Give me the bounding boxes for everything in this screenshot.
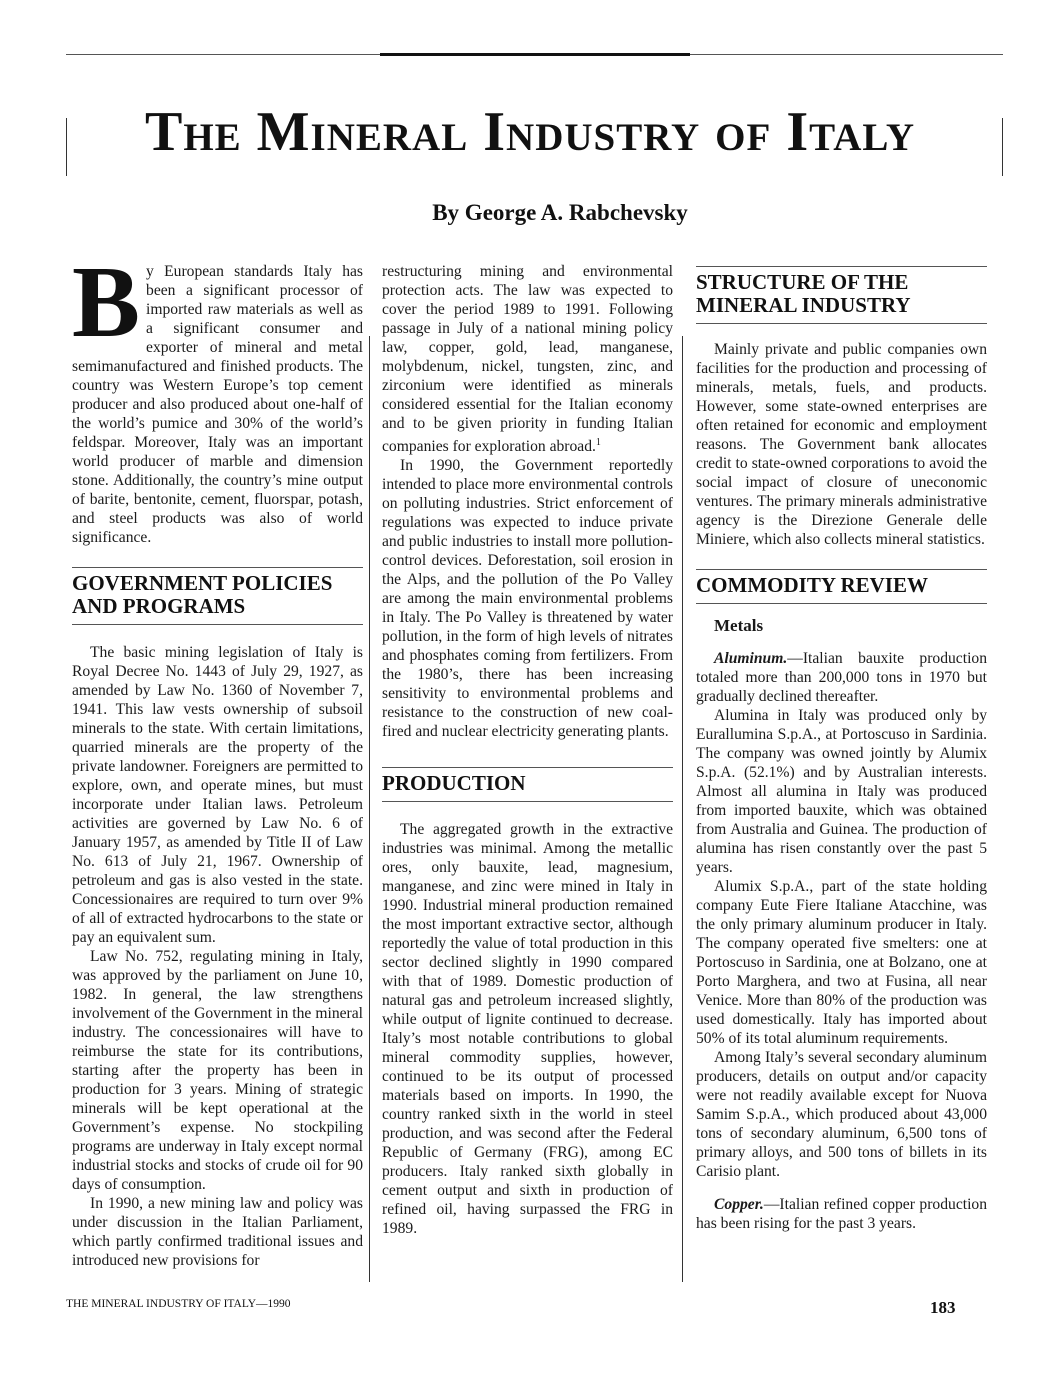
section-heading: PRODUCTION: [382, 771, 526, 796]
paragraph: The basic mining legislation of Italy is Royal Decree No. 1443 of July 29, 1927, as amended by Law No. 1360 of November 7, 1941. This law vests ownership of subsoil minerals to the state. With certain limitations, quarried minerals are the property of the private landowner. Foreigners are permitted to explore, own, and operate mines, but must incorporate under Italian laws. Petroleum activities are governed by Law No. 6 of January 1957, as amended by Title II of Law No. 613 of July 21, 1967. Ownership of petroleum and gas is also vested in the state. Concessionaires are required to turn over 9% of all of extracted hydrocarbons to the state or pay an equivalent sum.: [72, 644, 363, 946]
drop-cap: B: [72, 246, 141, 359]
paragraph: restructuring mining and environmental protection acts. The law was expected to cover the period 1989 to 1991. Following passage in July of a national mining policy law, copper, gold, lead, manganese, molybdenum, nickel, tungsten, zinc, and zirconium were identified as minerals considered essential for the Italian economy and to be given priority in funding Italian companies for exploration abroad.$^1$: [382, 263, 673, 456]
section-heading: STRUCTURE OF THE MINERAL INDUSTRY: [696, 270, 911, 317]
author-byline: By George A. Rabchevsky: [432, 200, 688, 225]
right-frame-line: [1002, 118, 1003, 176]
page-title: The Mineral Industry of Italy: [144, 101, 916, 163]
intro-paragraph: By European standards Italy has been a significant processor of imported raw materials as well as a significant consumer and exporter of mineral and metal semimanufactured and finished products. The country was Western Europe’s top cement producer and also produced about one-half of the world’s pumice and 30% of the world’s feldspar. Moreover, Italy was an important world producer of marble and dimension stone. Additionally, the country’s mine output of barite, bentonite, cement, fluorspar, potash, and steel products was also of world significance.: [72, 246, 363, 546]
column-2: [382, 262, 673, 1238]
running-footer: THE MINERAL INDUSTRY OF ITALY—1990: [66, 1298, 291, 1310]
column-divider-1: [369, 336, 370, 1282]
paragraph: In 1990, a new mining law and policy was under discussion in the Italian Parliament, which partly confirmed traditional issues and introduced new provisions for: [72, 1195, 363, 1269]
section-heading: COMMODITY REVIEW: [696, 573, 928, 597]
paragraph: Among Italy’s several secondary aluminum producers, details on output and/or capacity were not readily available except for Nuova Samim S.p.A., which produced about 43,000 tons of secondary aluminum, 6,500 tons of primary alloys, and 500 tons of billets in its Carisio plant.: [696, 1049, 987, 1180]
paragraph: Alumina in Italy was produced only by Eurallumina S.p.A., at Portoscuso in Sardinia. The company was owned jointly by Alumix S.p.A. (52.1%) and by Australian interests. Almost all alumina in Italy was produced from imported bauxite, which was obtained from Australia and Guinea. The production of alumina has risen constantly over the past 5 years.: [696, 707, 987, 876]
column-1: [72, 246, 363, 1270]
paragraph: In 1990, the Government reportedly intended to place more environmental controls on polluting industries. Strict enforcement of regulations was expected to induce private and public industries to install more pollution-control devices. Deforestation, soil erosion in the Alps, and the pollution of the Po Valley are among the main environmental problems in Italy. The Po Valley is threatened by water pollution, in the form of high levels of nitrates and phosphates coming from fertilizers. From the 1980’s, there has been increasing sensitivity to environmental problems and resistance to the construction of new coal-fired and nuclear electricity generating plants.: [382, 457, 673, 741]
section-production: [382, 767, 673, 802]
paragraph-aluminum: Aluminum.—Italian bauxite production totaled more than 200,000 tons in 1970 but gradually declined thereafter.: [696, 650, 987, 705]
paragraph: Alumix S.p.A., part of the state holding company Eute Fiere Italiane Atacchine, was the only primary aluminum producer in Italy. The company operated five smelters: one at Portoscuso in Sardinia, one at Bolzano, one at Porto Marghera, and two at Fusina, all near Venice. More than 80% of the production was used domestically. Italy has imported about 50% of its total aluminum requirements.: [696, 878, 987, 1047]
page-number: 183: [930, 1298, 956, 1317]
section-commodity-review: [696, 569, 987, 604]
runin-heading: Aluminum.: [714, 650, 788, 667]
top-rule-accent: [380, 53, 690, 56]
column-3: [696, 262, 987, 1233]
section-structure: [696, 266, 987, 324]
paragraph: Law No. 752, regulating mining in Italy, was approved by the parliament on June 10, 1982. In general, the law strengthens involvement of the Government in the mineral industry. The concessionaires will have to reimburse the state for its contributions, starting after the property has been in production for 3 years. Mining of strategic minerals will be kept operational at the Government’s expense. No stockpiling programs are underway in Italy except normal industrial stocks and stocks of crude oil for 90 days of consumption.: [72, 948, 363, 1193]
column-divider-2: [682, 336, 683, 1282]
section-government-policies: [72, 567, 363, 625]
paragraph: Mainly private and public companies own facilities for the production and processing of minerals, metals, fuels, and products. However, some state-owned enterprises are often retained for economic and employment reasons. The Government bank allocates credit to state-owned corporations to avoid the social impact of closure of uneconomic ventures. The primary minerals administrative agency is the Direzione Generale delle Miniere, which also collects mineral statistics.: [696, 341, 987, 548]
subheading-metals: Metals: [714, 616, 764, 635]
runin-heading: Copper.: [714, 1196, 764, 1213]
paragraph-copper: Copper.—Italian refined copper production has been rising for the past 3 years.: [696, 1196, 987, 1232]
section-heading: GOVERNMENT POLICIES AND PROGRAMS: [72, 571, 333, 618]
paragraph: The aggregated growth in the extractive industries was minimal. Among the metallic ores, only bauxite, lead, magnesium, manganese, and zinc were mined in Italy in 1990. Industrial mineral production remained the most important extractive sector, although reportedly the value of total production in this sector declined slightly in 1990 compared with that of 1989. Domestic production of natural gas and petroleum increased slightly, while output of lignite continued to decrease. Italy’s most notable contributions to global mineral commodity supplies, however, continued to be its output of processed materials based on imports. In 1990, the country ranked sixth in the world in steel production, and was second after the Federal Republic of Germany (FRG), among EC producers. Italy ranked sixth globally in cement output and sixth in production of refined oil, having surpassed the FRG in 1989.: [382, 821, 673, 1238]
footnote-mark: 1: [595, 437, 601, 448]
